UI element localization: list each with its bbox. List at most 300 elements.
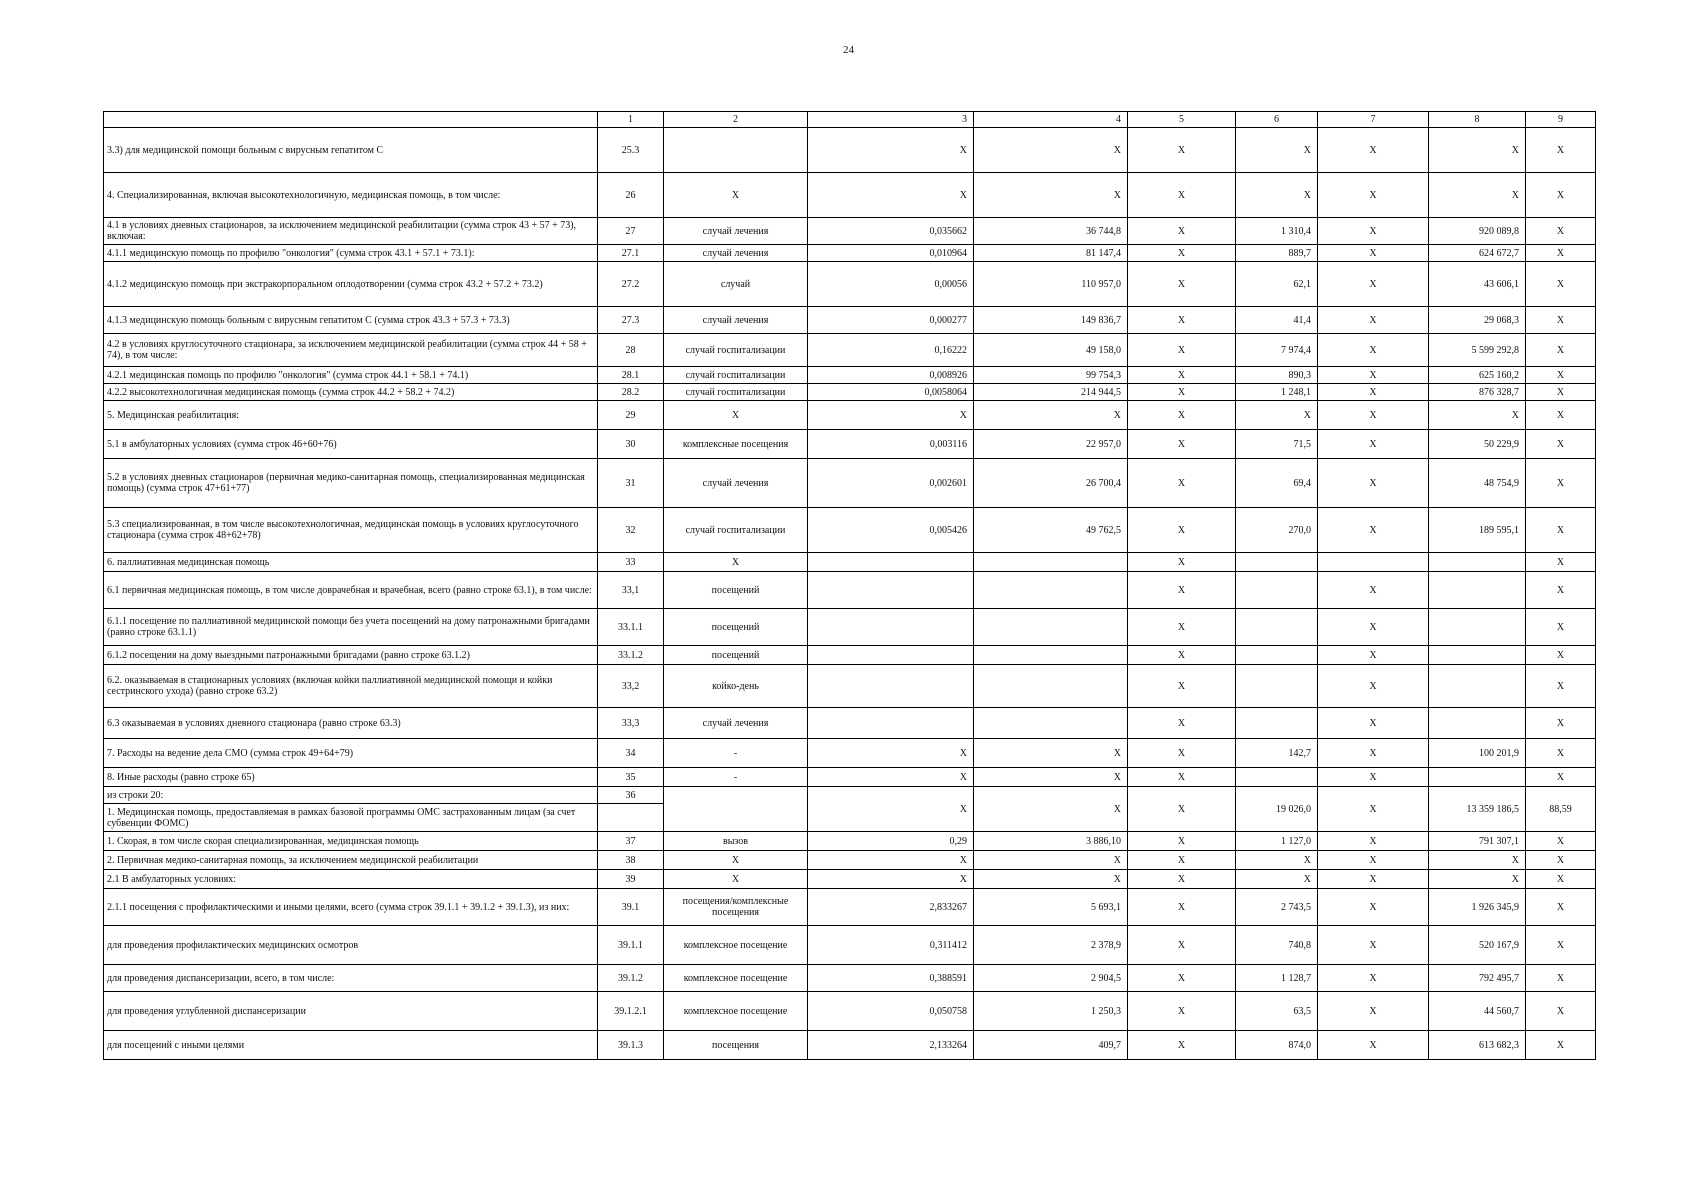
table-cell: X [1128,459,1236,508]
table-cell: X [664,401,808,430]
table-cell: X [1526,553,1596,572]
table-cell: X [1128,307,1236,334]
table-cell [808,665,974,708]
table-cell: посещений [664,609,808,646]
table-row [104,572,1596,609]
table-cell: 26 [598,173,664,218]
table-cell: X [664,553,808,572]
table-cell: 19 026,0 [1236,787,1318,832]
table-cell: 1 926 345,9 [1429,889,1526,926]
table-cell: случай лечения [664,307,808,334]
table-cell: 28.2 [598,384,664,401]
table-cell: 41,4 [1236,307,1318,334]
table-cell [1429,708,1526,739]
table-cell: X [1526,572,1596,609]
table-cell: X [1318,508,1429,553]
table-cell [1236,572,1318,609]
table-cell: X [1526,1031,1596,1060]
table-cell [1429,609,1526,646]
column-number: 9 [1526,112,1596,128]
table-cell [1429,646,1526,665]
table-cell: X [1128,832,1236,851]
table-cell: 520 167,9 [1429,926,1526,965]
table-cell: X [1128,334,1236,367]
row-name: 2.1.1 посещения с профилактическими и иными целями, всего (сумма строк 39.1.1 + 39.1.2 + 39.1.3), из них: [104,889,598,926]
table-cell: X [1236,128,1318,173]
table-cell: 29 [598,401,664,430]
table-cell: X [1318,245,1429,262]
table-cell: 0,00056 [808,262,974,307]
column-number: 5 [1128,112,1236,128]
table-cell: 29 068,3 [1429,307,1526,334]
table-cell: X [1526,459,1596,508]
table-cell: койко-день [664,665,808,708]
column-number: 3 [808,112,974,128]
table-cell: 43 606,1 [1429,262,1526,307]
table-cell: X [1318,708,1429,739]
column-number: 7 [1318,112,1429,128]
table-cell: X [1526,307,1596,334]
table-cell: 33.1.1 [598,609,664,646]
table-cell: X [1236,173,1318,218]
row-name: 1. Медицинская помощь, предоставляемая в рамках базовой программы ОМС застрахованным лицам (за счет субвенции ФОМС) [104,804,598,832]
table-cell: комплексное посещение [664,965,808,992]
table-cell: X [808,870,974,889]
table-cell: 7 974,4 [1236,334,1318,367]
table-row [104,367,1596,384]
table-cell: X [1526,430,1596,459]
table-cell: 0,16222 [808,334,974,367]
table-cell: 2,833267 [808,889,974,926]
table-cell: 625 160,2 [1429,367,1526,384]
table-cell [1236,646,1318,665]
table-cell: X [974,128,1128,173]
table-cell: 39 [598,870,664,889]
table-row [104,665,1596,708]
row-name: 5.2 в условиях дневных стационаров (первичная медико-санитарная помощь, специализированная медицинская помощь) (сумма строк 47+61+77) [104,459,598,508]
table-cell [1429,572,1526,609]
table-cell: 63,5 [1236,992,1318,1031]
row-name: 6.1.1 посещение по паллиативной медицинской помощи без учета посещений на дому патронажными бригадами (равно строке 63.1.1) [104,609,598,646]
table-cell: 33,3 [598,708,664,739]
table-cell [1429,768,1526,787]
table-cell [974,646,1128,665]
table-cell: 22 957,0 [974,430,1128,459]
table-cell: X [974,870,1128,889]
column-number: 4 [974,112,1128,128]
table-cell: X [1318,430,1429,459]
table-cell: 792 495,7 [1429,965,1526,992]
table-cell: X [1128,384,1236,401]
table-cell: X [1526,889,1596,926]
table-cell: X [1526,992,1596,1031]
table-cell: 36 [598,787,664,804]
table-cell: 270,0 [1236,508,1318,553]
table-cell: 33 [598,553,664,572]
table-row [104,553,1596,572]
table-cell: 81 147,4 [974,245,1128,262]
table-cell: - [664,739,808,768]
table-row [104,128,1596,173]
table-cell: X [808,787,974,832]
table-cell: X [1128,768,1236,787]
table-row [104,245,1596,262]
table-cell [1429,665,1526,708]
table-cell: 214 944,5 [974,384,1128,401]
table-cell: X [1128,173,1236,218]
column-number [104,112,598,128]
table-cell: X [1128,787,1236,832]
table-cell: 890,3 [1236,367,1318,384]
table-cell: X [1318,459,1429,508]
table-cell: X [1429,401,1526,430]
table-cell: 0,005426 [808,508,974,553]
table-cell: X [1236,401,1318,430]
table-cell: X [1526,739,1596,768]
table-cell: 33.1.2 [598,646,664,665]
table-cell: 27.2 [598,262,664,307]
table-cell: 39.1.3 [598,1031,664,1060]
table-cell: X [1318,609,1429,646]
table-cell: X [1236,851,1318,870]
row-name: 4. Специализированная, включая высокотехнологичную, медицинская помощь, в том числе: [104,173,598,218]
table-cell: X [1318,870,1429,889]
table-cell: 27.3 [598,307,664,334]
table-cell: 27 [598,218,664,245]
table-cell [974,572,1128,609]
table-cell: 26 700,4 [974,459,1128,508]
table-cell: X [1128,128,1236,173]
table-cell: 110 957,0 [974,262,1128,307]
table-cell: 71,5 [1236,430,1318,459]
table-cell: X [1318,173,1429,218]
table-cell: случай госпитализации [664,384,808,401]
row-name: 4.1 в условиях дневных стационаров, за исключением медицинской реабилитации (сумма строк 43 + 57 + 73), включая: [104,218,598,245]
table-cell: X [1429,128,1526,173]
row-name: 4.1.1 медицинскую помощь по профилю "онкология" (сумма строк 43.1 + 57.1 + 73.1): [104,245,598,262]
table-cell: X [1128,218,1236,245]
table-cell: X [1128,572,1236,609]
table-cell: 39.1.1 [598,926,664,965]
row-name: 4.1.2 медицинскую помощь при экстракорпоральном оплодотворении (сумма строк 43.2 + 57.2 + 73.2) [104,262,598,307]
table-row [104,1031,1596,1060]
table-cell: случай лечения [664,708,808,739]
table-row [104,768,1596,787]
row-name: 5. Медицинская реабилитация: [104,401,598,430]
table-cell: X [1318,787,1429,832]
table-cell: X [974,173,1128,218]
table-cell: 0,388591 [808,965,974,992]
table-row [104,870,1596,889]
table-row [104,646,1596,665]
table-cell [808,708,974,739]
row-name: 6. паллиативная медицинская помощь [104,553,598,572]
table-cell: X [1318,128,1429,173]
table-cell: X [1526,926,1596,965]
column-number: 8 [1429,112,1526,128]
row-name: для посещений с иными целями [104,1031,598,1060]
table-cell: 99 754,3 [974,367,1128,384]
row-name: 6.3 оказываемая в условиях дневного стационара (равно строке 63.3) [104,708,598,739]
table-row [104,262,1596,307]
table-cell: X [1318,307,1429,334]
table-row [104,307,1596,334]
table-cell: X [1526,708,1596,739]
table-cell: случай лечения [664,218,808,245]
table-cell: 0,29 [808,832,974,851]
table-cell: 0,311412 [808,926,974,965]
table-cell: 28 [598,334,664,367]
table-cell: X [1128,553,1236,572]
table-cell: X [664,851,808,870]
table-row [104,926,1596,965]
table-cell: X [1128,245,1236,262]
table-cell [974,609,1128,646]
table-cell: X [1526,401,1596,430]
table-row [104,334,1596,367]
table-cell: X [1526,665,1596,708]
table-cell: X [1318,739,1429,768]
table-cell: 613 682,3 [1429,1031,1526,1060]
table-cell: X [974,401,1128,430]
table-cell: X [1318,262,1429,307]
table-cell: 740,8 [1236,926,1318,965]
table-cell: посещений [664,572,808,609]
table-cell: 0,003116 [808,430,974,459]
table-cell: 28.1 [598,367,664,384]
table-cell: X [1318,851,1429,870]
table-cell: X [1128,708,1236,739]
table-row [104,851,1596,870]
table-cell: X [974,768,1128,787]
table-cell [1236,665,1318,708]
table-cell: 1 310,4 [1236,218,1318,245]
table-row [104,430,1596,459]
table-cell: X [974,739,1128,768]
row-name: 6.1.2 посещения на дому выездными патронажными бригадами (равно строке 63.1.2) [104,646,598,665]
table-cell: 30 [598,430,664,459]
table-cell: X [1526,173,1596,218]
table-cell: 5 599 292,8 [1429,334,1526,367]
table-cell: X [1526,262,1596,307]
table-cell: 876 328,7 [1429,384,1526,401]
table-cell: X [808,173,974,218]
table-cell: X [1128,992,1236,1031]
table-cell [1236,768,1318,787]
table-cell: 62,1 [1236,262,1318,307]
row-name: 4.1.3 медицинскую помощь больным с вирусным гепатитом С (сумма строк 43.3 + 57.3 + 73.3) [104,307,598,334]
table-cell: X [1526,218,1596,245]
table-row [104,965,1596,992]
table-cell: комплексные посещения [664,430,808,459]
table-cell [1236,553,1318,572]
table-row [104,384,1596,401]
table-row [104,401,1596,430]
table-cell [808,553,974,572]
table-cell: X [1526,870,1596,889]
row-name: 4.2 в условиях круглосуточного стационара, за исключением медицинской реабилитации (сумма строк 44 + 58 + 74), в том числе: [104,334,598,367]
table-cell: комплексное посещение [664,992,808,1031]
table-cell [974,553,1128,572]
table-cell: 149 836,7 [974,307,1128,334]
table-cell: 32 [598,508,664,553]
table-cell: X [1318,401,1429,430]
table-cell: 409,7 [974,1031,1128,1060]
header-row [104,112,1596,128]
table-cell: X [1526,508,1596,553]
table-row [104,459,1596,508]
table-cell: X [1526,768,1596,787]
table-row [104,739,1596,768]
table-cell: 1 127,0 [1236,832,1318,851]
table-row [104,889,1596,926]
table-cell: X [1318,1031,1429,1060]
table-cell: X [1128,965,1236,992]
table-cell: 49 762,5 [974,508,1128,553]
row-name: 8. Иные расходы (равно строке 65) [104,768,598,787]
row-name: 4.2.1 медицинская помощь по профилю "онкология" (сумма строк 44.1 + 58.1 + 74.1) [104,367,598,384]
table-cell: X [1526,367,1596,384]
table-cell: X [1128,401,1236,430]
data-table [103,111,1596,1060]
table-cell: X [1318,926,1429,965]
table-cell: 5 693,1 [974,889,1128,926]
table-cell: 189 595,1 [1429,508,1526,553]
table-cell: X [1318,768,1429,787]
table-cell: X [1318,572,1429,609]
table-cell: 1 128,7 [1236,965,1318,992]
table-cell: 3 886,10 [974,832,1128,851]
row-name: 5.1 в амбулаторных условиях (сумма строк 46+60+76) [104,430,598,459]
row-name: 2. Первичная медико-санитарная помощь, за исключением медицинской реабилитации [104,851,598,870]
table-cell: 2 904,5 [974,965,1128,992]
table-cell: 889,7 [1236,245,1318,262]
table-cell: X [1128,508,1236,553]
table-cell: 0,035662 [808,218,974,245]
table-cell: X [1318,218,1429,245]
table-cell: 50 229,9 [1429,430,1526,459]
table-cell [1318,553,1429,572]
column-number: 1 [598,112,664,128]
table-body [104,112,1596,1060]
table-cell: X [1318,965,1429,992]
table-cell: X [1128,889,1236,926]
table-cell: 35 [598,768,664,787]
table-cell: X [1236,870,1318,889]
table-cell: 39.1.2 [598,965,664,992]
table-cell: 0,0058064 [808,384,974,401]
table-cell: X [1318,832,1429,851]
table-cell [1236,609,1318,646]
table-row [104,708,1596,739]
column-number: 6 [1236,112,1318,128]
table-cell: X [1128,367,1236,384]
table-cell: X [1128,1031,1236,1060]
table-cell: посещений [664,646,808,665]
table-cell: 624 672,7 [1429,245,1526,262]
table-cell: 13 359 186,5 [1429,787,1526,832]
table-cell: X [1526,851,1596,870]
table-cell: 142,7 [1236,739,1318,768]
table-cell: 48 754,9 [1429,459,1526,508]
table-row [104,609,1596,646]
table-cell: X [664,173,808,218]
table-cell: X [808,739,974,768]
table-cell [974,665,1128,708]
table-cell: X [1526,646,1596,665]
table-cell [1236,708,1318,739]
table-cell: 49 158,0 [974,334,1128,367]
table-cell: 1 250,3 [974,992,1128,1031]
row-name: 6.1 первичная медицинская помощь, в том числе доврачебная и врачебная, всего (равно строке 63.1), в том числе: [104,572,598,609]
table-cell: 0,002601 [808,459,974,508]
table-cell: случай госпитализации [664,508,808,553]
table-cell: X [1526,965,1596,992]
table-cell: 25.3 [598,128,664,173]
table-cell: 1 248,1 [1236,384,1318,401]
table-cell: комплексное посещение [664,926,808,965]
table-row [104,992,1596,1031]
table-cell: 920 089,8 [1429,218,1526,245]
row-name: 4.2.2 высокотехнологичная медицинская помощь (сумма строк 44.2 + 58.2 + 74.2) [104,384,598,401]
table-cell: 2 378,9 [974,926,1128,965]
table-cell: X [1128,739,1236,768]
table-cell: X [808,768,974,787]
table-cell: X [1526,832,1596,851]
row-name: из строки 20: [104,787,598,804]
table-cell: 0,050758 [808,992,974,1031]
table-cell: X [1128,430,1236,459]
table-cell: случай лечения [664,459,808,508]
table-cell: 2 743,5 [1236,889,1318,926]
table-row [104,508,1596,553]
table-cell: 2,133264 [808,1031,974,1060]
table-cell: X [1429,870,1526,889]
table-cell: 100 201,9 [1429,739,1526,768]
table-cell: X [1128,665,1236,708]
column-number: 2 [664,112,808,128]
row-name: 2.1 В амбулаторных условиях: [104,870,598,889]
table-row [104,787,1596,804]
table-cell: X [1526,384,1596,401]
table-cell: 44 560,7 [1429,992,1526,1031]
table-cell: X [974,851,1128,870]
table-cell: 0,000277 [808,307,974,334]
table-cell: вызов [664,832,808,851]
table-cell: X [1318,665,1429,708]
row-name: 3.3) для медицинской помощи больным с вирусным гепатитом С [104,128,598,173]
table-cell: X [1128,609,1236,646]
table-cell: X [1128,646,1236,665]
table-cell: X [1128,851,1236,870]
table-cell: посещения [664,1031,808,1060]
table-cell: X [1318,992,1429,1031]
table-cell [1429,553,1526,572]
table-cell: 37 [598,832,664,851]
table-cell: 38 [598,851,664,870]
table-cell: X [1526,128,1596,173]
table-cell: 33,2 [598,665,664,708]
row-name: для проведения диспансеризации, всего, в том числе: [104,965,598,992]
table-cell [974,708,1128,739]
table-cell: 39.1.2.1 [598,992,664,1031]
page-number: 24 [843,44,854,56]
table-cell: X [1318,334,1429,367]
table-cell: 34 [598,739,664,768]
table-cell: 39.1 [598,889,664,926]
table-cell: X [1526,609,1596,646]
table-cell: X [1318,646,1429,665]
